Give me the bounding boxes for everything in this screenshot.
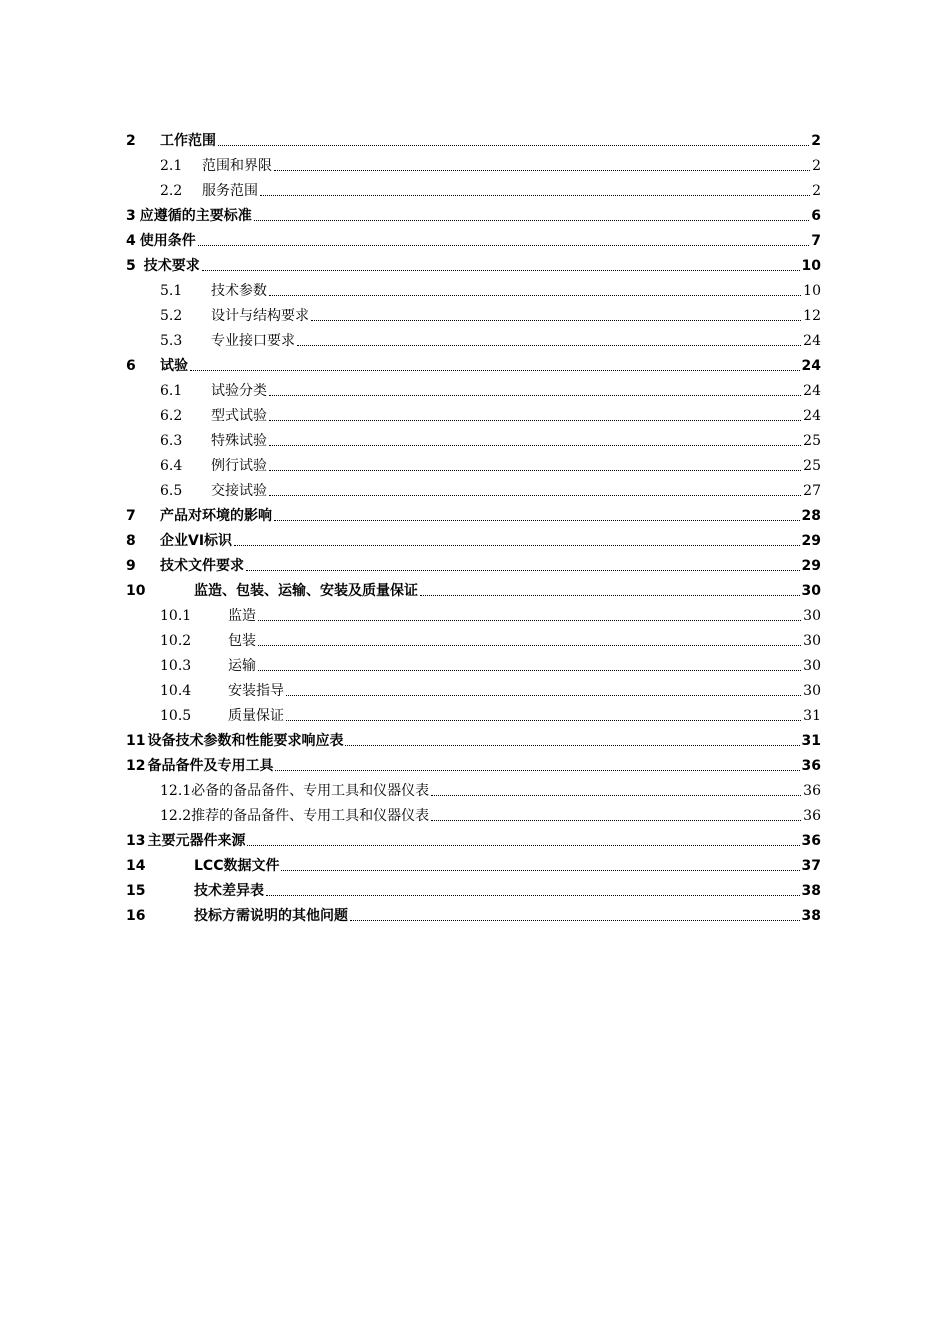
toc-entry-title: 投标方需说明的其他问题 — [194, 908, 348, 924]
toc-entry-number: 2.2 — [160, 183, 183, 199]
toc-entry-number: 11 — [126, 733, 146, 749]
toc-entry-number: 6.5 — [160, 483, 183, 499]
toc-subentry[interactable] — [126, 676, 821, 701]
toc-entry-title: 应遵循的主要标准 — [139, 208, 252, 224]
toc-entry-title: 企业VI标识 — [160, 533, 233, 549]
toc-entry-number: 10.5 — [160, 708, 192, 724]
toc-entry-number: 10.1 — [160, 608, 192, 624]
toc-entry[interactable] — [126, 351, 821, 376]
toc-dot-leader — [350, 920, 800, 921]
toc-entry[interactable] — [126, 851, 821, 876]
toc-entry-number: 6 — [126, 358, 136, 374]
toc-dot-leader — [269, 395, 801, 396]
toc-subentry[interactable] — [126, 426, 821, 451]
toc-subentry[interactable] — [126, 701, 821, 726]
toc-dot-leader — [269, 445, 801, 446]
toc-subentry[interactable] — [126, 651, 821, 676]
toc-entry[interactable] — [126, 501, 821, 526]
toc-entry-page: 30 — [803, 683, 821, 699]
toc-entry-page: 24 — [803, 408, 821, 424]
toc-entry-title: 范围和界限 — [202, 158, 272, 174]
toc-entry-page: 28 — [801, 508, 821, 524]
toc-entry-title: 技术参数 — [211, 283, 267, 299]
toc-entry-number: 15 — [126, 883, 146, 899]
toc-entry-page: 24 — [803, 383, 821, 399]
toc-entry-title: 备品备件及专用工具 — [147, 758, 274, 774]
toc-dot-leader — [269, 495, 801, 496]
toc-entry-title: 设备技术参数和性能要求响应表 — [147, 733, 344, 749]
toc-dot-leader — [269, 295, 801, 296]
toc-entry-page: 10 — [801, 258, 821, 274]
toc-entry-title: 例行试验 — [211, 458, 267, 474]
toc-entry-title: 使用条件 — [139, 233, 196, 249]
toc-dot-leader — [266, 895, 800, 896]
toc-entry-title: 专业接口要求 — [211, 333, 295, 349]
toc-entry-number: 10 — [126, 583, 146, 599]
toc-dot-leader — [260, 195, 810, 196]
toc-entry-page: 30 — [803, 608, 821, 624]
toc-dot-leader — [286, 695, 801, 696]
toc-dot-leader — [431, 795, 801, 796]
toc-entry-page: 36 — [803, 808, 821, 824]
toc-entry-number: 6.1 — [160, 383, 183, 399]
toc-entry-title: 技术要求 — [143, 258, 200, 274]
toc-subentry[interactable] — [126, 326, 821, 351]
table-of-contents — [126, 126, 821, 926]
toc-entry-title: 安装指导 — [228, 683, 284, 699]
toc-entry[interactable] — [126, 551, 821, 576]
toc-entry-title: 服务范围 — [202, 183, 258, 199]
toc-entry[interactable] — [126, 251, 821, 276]
toc-entry-page: 30 — [803, 658, 821, 674]
toc-entry-title: 试验 — [160, 358, 188, 374]
toc-entry-number: 9 — [126, 558, 136, 574]
toc-entry-page: 31 — [801, 733, 821, 749]
toc-entry-page: 29 — [801, 533, 821, 549]
toc-entry-title: 试验分类 — [211, 383, 267, 399]
toc-entry-number: 3 — [126, 208, 136, 224]
toc-entry-number: 16 — [126, 908, 146, 924]
toc-dot-leader — [274, 520, 800, 521]
toc-entry-page: 38 — [801, 908, 821, 924]
toc-entry-number: 5.2 — [160, 308, 183, 324]
toc-entry-title: 质量保证 — [228, 708, 284, 724]
toc-dot-leader — [286, 720, 801, 721]
toc-subentry[interactable] — [126, 301, 821, 326]
toc-dot-leader — [269, 470, 801, 471]
toc-entry[interactable] — [126, 751, 821, 776]
toc-subentry[interactable] — [126, 626, 821, 651]
toc-dot-leader — [269, 420, 801, 421]
toc-entry-number: 5.3 — [160, 333, 183, 349]
toc-dot-leader — [246, 570, 800, 571]
toc-entry-title: 监造 — [228, 608, 256, 624]
toc-entry-title: 推荐的备品备件、专用工具和仪器仪表 — [191, 808, 430, 824]
toc-dot-leader — [247, 845, 799, 846]
toc-entry-page: 2 — [812, 158, 821, 174]
toc-entry[interactable] — [126, 526, 821, 551]
toc-entry-page: 27 — [803, 483, 821, 499]
toc-entry-title: 型式试验 — [211, 408, 267, 424]
toc-entry-number: 6.2 — [160, 408, 183, 424]
toc-subentry[interactable] — [126, 151, 821, 176]
toc-dot-leader — [198, 245, 810, 246]
toc-entry-page: 31 — [803, 708, 821, 724]
toc-entry-page: 24 — [801, 358, 821, 374]
toc-entry-page: 36 — [803, 783, 821, 799]
toc-entry-title: 技术差异表 — [194, 883, 264, 899]
toc-subentry[interactable] — [126, 401, 821, 426]
toc-subentry[interactable] — [126, 451, 821, 476]
toc-entry-page: 12 — [803, 308, 821, 324]
toc-entry-page: 2 — [811, 133, 821, 149]
toc-subentry[interactable] — [126, 376, 821, 401]
toc-entry-page: 36 — [801, 833, 821, 849]
toc-subentry[interactable] — [126, 601, 821, 626]
toc-entry-page: 30 — [801, 583, 821, 599]
toc-dot-leader — [202, 270, 800, 271]
toc-dot-leader — [258, 620, 801, 621]
toc-entry-title: 特殊试验 — [211, 433, 267, 449]
toc-entry-number: 8 — [126, 533, 136, 549]
toc-dot-leader — [234, 545, 799, 546]
toc-entry-number: 4 — [126, 233, 136, 249]
toc-dot-leader — [274, 170, 810, 171]
toc-entry-number: 10.4 — [160, 683, 192, 699]
toc-subentry[interactable] — [126, 776, 821, 801]
toc-entry[interactable] — [126, 876, 821, 901]
toc-entry-page: 25 — [803, 458, 821, 474]
toc-dot-leader — [431, 820, 801, 821]
toc-entry-number: 10.3 — [160, 658, 192, 674]
toc-entry[interactable] — [126, 226, 821, 251]
toc-dot-leader — [258, 645, 801, 646]
toc-subentry[interactable] — [126, 801, 821, 826]
toc-dot-leader — [218, 145, 809, 146]
toc-entry[interactable] — [126, 126, 821, 151]
toc-entry-number: 7 — [126, 508, 136, 524]
toc-entry-title: 主要元器件来源 — [147, 833, 246, 849]
toc-dot-leader — [258, 670, 801, 671]
toc-dot-leader — [190, 370, 800, 371]
toc-entry-title: 监造、包装、运输、安装及质量保证 — [194, 583, 418, 599]
toc-entry-number: 6.3 — [160, 433, 183, 449]
toc-entry-number: 5.1 — [160, 283, 183, 299]
toc-entry-title: 必备的备品备件、专用工具和仪器仪表 — [191, 783, 430, 799]
toc-dot-leader — [254, 220, 810, 221]
toc-entry-title: 运输 — [228, 658, 256, 674]
toc-dot-leader — [281, 870, 799, 871]
toc-entry-number: 12.1 — [160, 783, 192, 799]
toc-entry-page: 36 — [801, 758, 821, 774]
toc-entry[interactable] — [126, 901, 821, 926]
toc-entry-page: 2 — [812, 183, 821, 199]
toc-entry[interactable] — [126, 726, 821, 751]
toc-entry-page: 38 — [801, 883, 821, 899]
toc-entry-page: 25 — [803, 433, 821, 449]
toc-entry-title: LCC数据文件 — [194, 858, 280, 874]
toc-entry-page: 6 — [811, 208, 821, 224]
toc-entry-page: 24 — [803, 333, 821, 349]
toc-entry-page: 29 — [801, 558, 821, 574]
toc-entry-page: 10 — [803, 283, 821, 299]
toc-entry-number: 6.4 — [160, 458, 183, 474]
toc-entry-page: 37 — [801, 858, 821, 874]
toc-entry-title: 产品对环境的影响 — [160, 508, 272, 524]
toc-dot-leader — [275, 770, 799, 771]
toc-dot-leader — [297, 345, 801, 346]
toc-entry-number: 13 — [126, 833, 146, 849]
toc-dot-leader — [311, 320, 801, 321]
toc-entry-number: 5 — [126, 258, 136, 274]
toc-entry-number: 10.2 — [160, 633, 192, 649]
toc-entry[interactable] — [126, 826, 821, 851]
toc-entry[interactable] — [126, 201, 821, 226]
toc-entry-number: 2.1 — [160, 158, 183, 174]
toc-entry-number: 12 — [126, 758, 146, 774]
toc-subentry[interactable] — [126, 276, 821, 301]
toc-dot-leader — [420, 595, 800, 596]
toc-entry-title: 技术文件要求 — [160, 558, 244, 574]
toc-entry-title: 设计与结构要求 — [211, 308, 309, 324]
toc-subentry[interactable] — [126, 476, 821, 501]
toc-entry-number: 2 — [126, 133, 136, 149]
toc-entry-number: 12.2 — [160, 808, 192, 824]
toc-entry-title: 交接试验 — [211, 483, 267, 499]
toc-entry-title: 包装 — [228, 633, 256, 649]
toc-subentry[interactable] — [126, 176, 821, 201]
toc-entry-page: 30 — [803, 633, 821, 649]
toc-entry[interactable] — [126, 576, 821, 601]
toc-entry-title: 工作范围 — [160, 133, 216, 149]
toc-entry-number: 14 — [126, 858, 146, 874]
toc-entry-page: 7 — [811, 233, 821, 249]
toc-dot-leader — [345, 745, 799, 746]
